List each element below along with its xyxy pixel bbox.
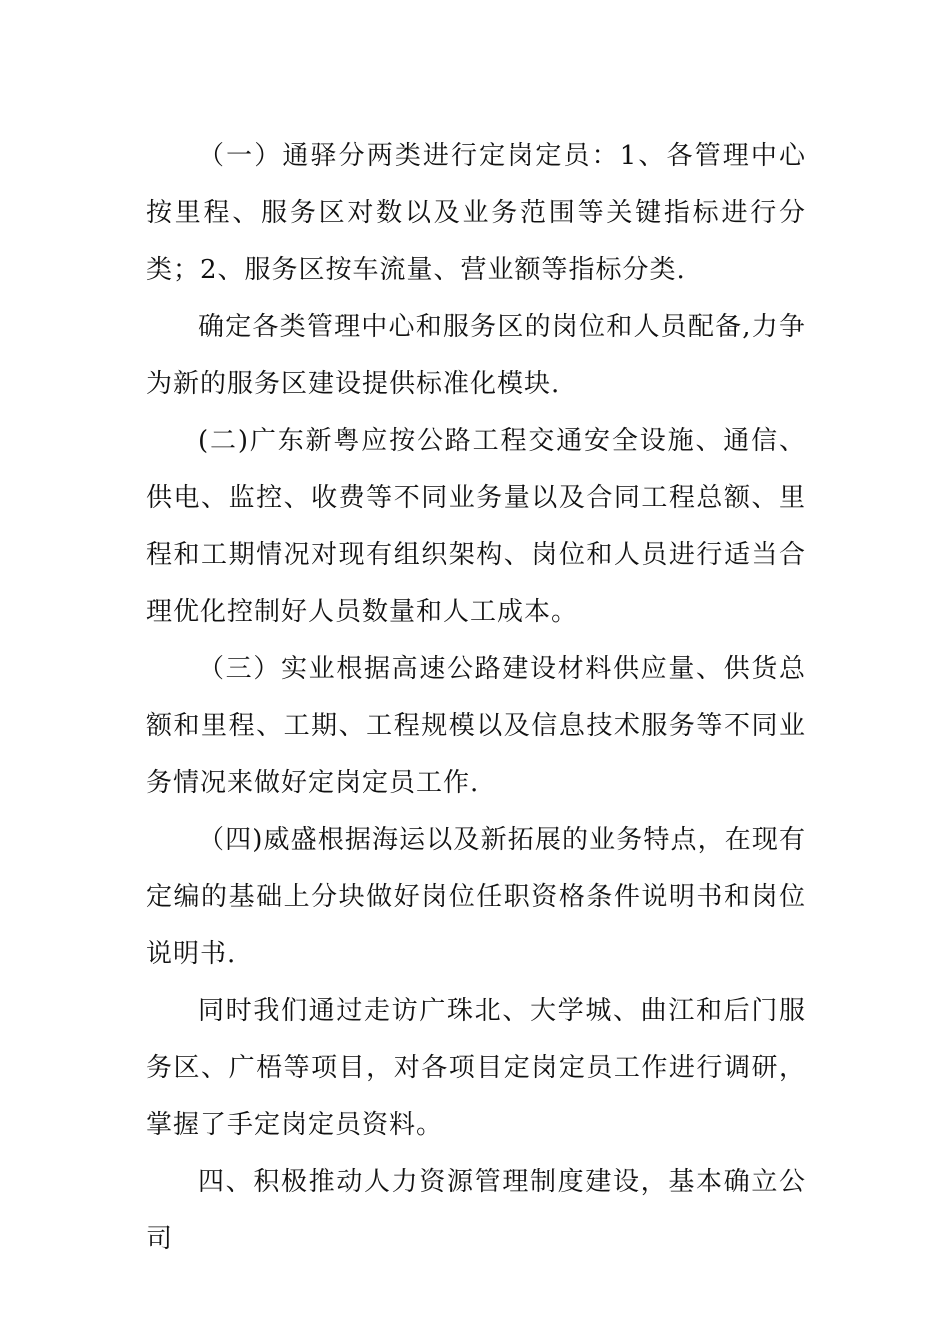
paragraph-3: (二)广东新粤应按公路工程交通安全设施、通信、供电、监控、收费等不同业务量以及合同工程总额、里程和工期情况对现有组织架构、岗位和人员进行适当合理优化控制好人员数量和人工成本。 (146, 426, 806, 627)
paragraph-6: 同时我们通过走访广珠北、大学城、曲江和后门服务区、广梧等项目，对各项目定岗定员工作进行调研，掌握了手定岗定员资料。 (146, 996, 806, 1140)
paragraph-2: 确定各类管理中心和服务区的岗位和人员配备,力争为新的服务区建设提供标准化模块. (146, 312, 806, 399)
paragraph-7: 四、积极推动人力资源管理制度建设，基本确立公司 (146, 1167, 806, 1254)
paragraph-1: （一）通驿分两类进行定岗定员：1、各管理中心按里程、服务区对数以及业务范围等关键指标进行分类；2、服务区按车流量、营业额等指标分类. (146, 141, 806, 285)
document-body (146, 128, 806, 1268)
paragraph-5: （四)威盛根据海运以及新拓展的业务特点，在现有定编的基础上分块做好岗位任职资格条件说明书和岗位说明书. (146, 825, 806, 969)
paragraph-4: （三）实业根据高速公路建设材料供应量、供货总额和里程、工期、工程规模以及信息技术服务等不同业务情况来做好定岗定员工作. (146, 654, 806, 798)
